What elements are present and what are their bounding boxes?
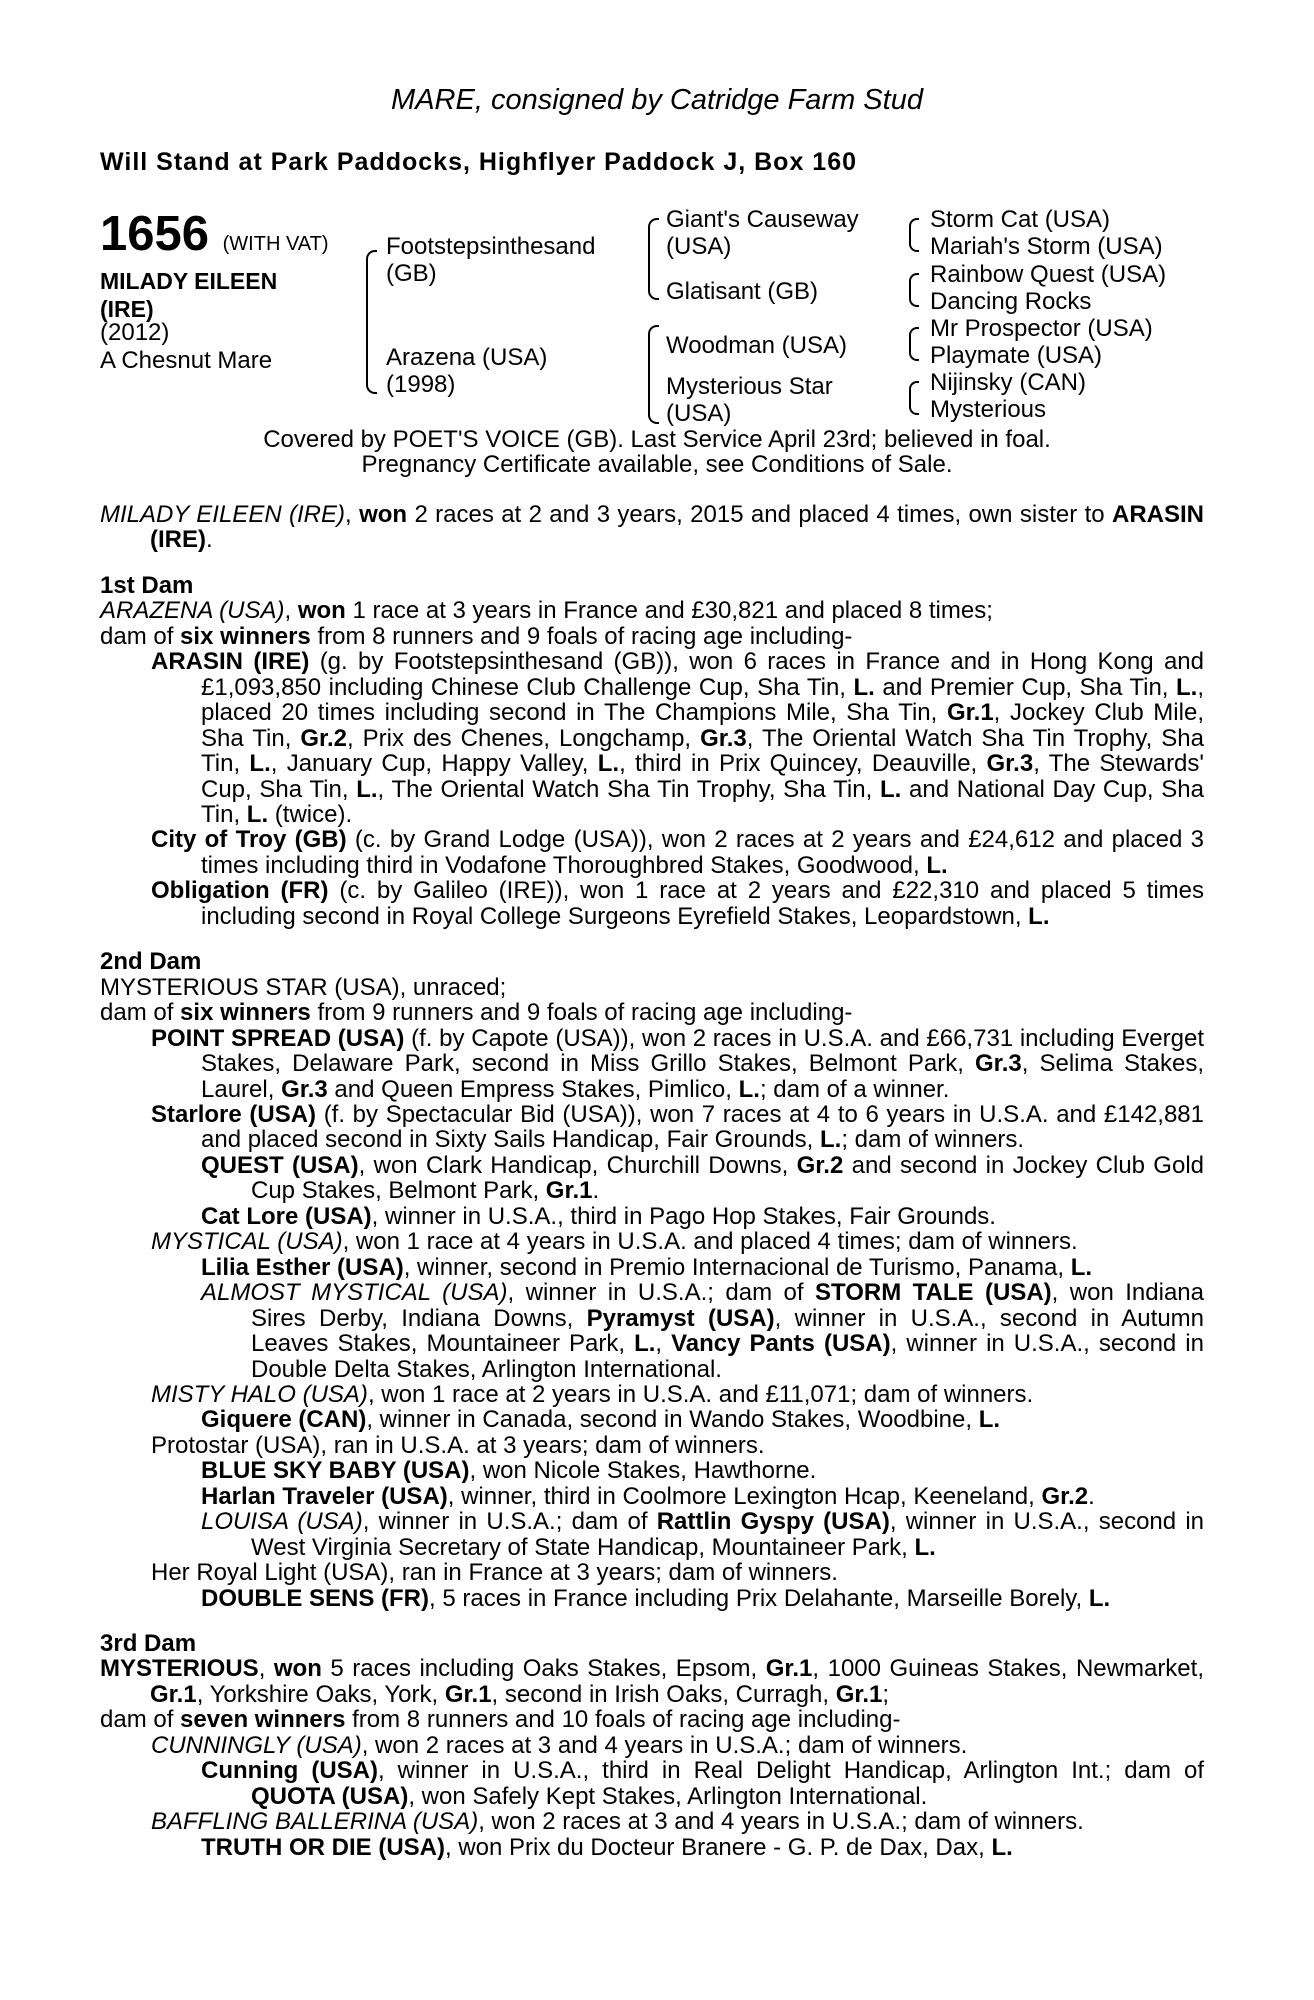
pedigree-ssd: Mariah's Storm (USA) bbox=[930, 233, 1163, 260]
entry-blue-sky-baby: BLUE SKY BABY (USA), won Nicole Stakes, Hawthorne. bbox=[201, 1457, 817, 1485]
pedigree-sire-sire bbox=[666, 206, 859, 260]
pedigree-dam-dam bbox=[666, 373, 833, 427]
first-dam-line: ARAZENA (USA), won 1 race at 3 years in France and £30,821 and placed 8 times; bbox=[100, 597, 993, 625]
entry-giquere: Giquere (CAN), winner in Canada, second in Wando Stakes, Woodbine, L. bbox=[201, 1406, 1001, 1434]
sire-sire-line2: (USA) bbox=[666, 233, 732, 260]
vat-label: (WITH VAT) bbox=[222, 233, 329, 255]
lot-number-block bbox=[100, 208, 329, 270]
pedigree-gen3-c bbox=[930, 315, 1153, 369]
intro-paragraph: MILADY EILEEN (IRE), won 2 races at 2 and 3 years, 2015 and placed 4 times, own sister to ARASIN (IRE). bbox=[100, 501, 1205, 554]
pedigree-sire bbox=[386, 233, 595, 287]
second-dam-heading: 2nd Dam bbox=[100, 948, 202, 976]
sire-sire-line1: Giant's Causeway bbox=[666, 206, 859, 233]
sire-line2: (GB) bbox=[386, 260, 437, 287]
entry-arasin: ARASIN (IRE) (g. by Footstepsinthesand (GB)), won 6 races in France and in Hong Kong and £1,093,850 including Chinese Club Challenge Cup, Sha Tin, L. and Premier Cup, Sha Tin, L., placed 20 times including second in The Champions Mile, Sha Tin, Gr.1, Jockey Club Mile, Sha Tin, Gr.2, Prix des Chenes, Longchamp, Gr.3, The Oriental Watch Sha Tin Trophy, Sha Tin, L., January Cup, Happy Valley, L., third in Prix Quincey, Deauville, Gr.3, The Stewards' Cup, Sha Tin, L., The Oriental Watch Sha Tin Trophy, Sha Tin, L. and National Day Cup, Sha Tin, L. (twice). bbox=[151, 648, 1205, 828]
entry-louisa: LOUISA (USA), winner in U.S.A.; dam of Rattlin Gyspy (USA), winner in U.S.A., second in West Virginia Secretary of State Handicap, Mountaineer Park, L. bbox=[201, 1508, 1205, 1561]
horse-year: (2012) bbox=[100, 319, 170, 346]
dam-line1: Arazena (USA) bbox=[386, 344, 548, 371]
dam-dam-line1: Mysterious Star bbox=[666, 373, 833, 400]
pedigree-sds: Rainbow Quest (USA) bbox=[930, 261, 1167, 288]
horse-name bbox=[100, 267, 277, 323]
second-dam-line: MYSTERIOUS STAR (USA), unraced; bbox=[100, 973, 507, 1001]
second-dam-produce: dam of six winners from 9 runners and 9 foals of racing age including- bbox=[100, 999, 853, 1027]
entry-baffling-ballerina: BAFFLING BALLERINA (USA), won 2 races at 3 and 4 years in U.S.A.; dam of winners. bbox=[151, 1808, 1084, 1836]
dam-line2: (1998) bbox=[386, 371, 456, 398]
pedigree-gen3-d bbox=[930, 369, 1086, 423]
pedigree-brace bbox=[909, 327, 919, 361]
horse-description: A Chesnut Mare bbox=[100, 347, 273, 374]
entry-cunningly: CUNNINGLY (USA), won 2 races at 3 and 4 years in U.S.A.; dam of winners. bbox=[151, 1731, 968, 1759]
pedigree-brace bbox=[648, 218, 659, 300]
entry-her-royal-light: Her Royal Light (USA), ran in France at 3 years; dam of winners. bbox=[151, 1559, 838, 1587]
pedigree-dam-sire: Woodman (USA) bbox=[666, 332, 847, 359]
covered-note bbox=[0, 427, 1314, 477]
entry-starlore: Starlore (USA) (f. by Spectacular Bid (USA)), won 7 races at 4 to 6 years in U.S.A. and £142,881 and placed second in Sixty Sails Handicap, Fair Grounds, L.; dam of winners. bbox=[151, 1100, 1204, 1154]
covered-line1: Covered by POET'S VOICE (GB). Last Service April 23rd; believed in foal. bbox=[263, 426, 1051, 453]
horse-name-line2: (IRE) bbox=[100, 296, 154, 322]
pedigree-brace bbox=[648, 325, 659, 424]
first-dam-heading: 1st Dam bbox=[100, 571, 194, 599]
pedigree-brace bbox=[909, 273, 919, 307]
pedigree-gen3-b bbox=[930, 261, 1166, 315]
sire-line1: Footstepsinthesand bbox=[386, 233, 596, 260]
page-title: MARE, consigned by Catridge Farm Stud bbox=[391, 84, 923, 116]
pedigree-sss: Storm Cat (USA) bbox=[930, 206, 1111, 233]
entry-cat-lore: Cat Lore (USA), winner in U.S.A., third in Pago Hop Stakes, Fair Grounds. bbox=[201, 1202, 996, 1230]
entry-obligation: Obligation (FR) (c. by Galileo (IRE)), won 1 race at 2 years and £22,310 and placed 5 times including second in Royal College Surgeons Eyrefield Stakes, Leopardstown, L. bbox=[151, 877, 1205, 930]
catalogue-body bbox=[100, 502, 1204, 1860]
pedigree-dss: Mr Prospector (USA) bbox=[930, 315, 1153, 342]
first-dam-produce: dam of six winners from 8 runners and 9 foals of racing age including- bbox=[100, 622, 853, 650]
entry-mystical: MYSTICAL (USA), won 1 race at 4 years in U.S.A. and placed 4 times; dam of winners. bbox=[151, 1228, 1078, 1256]
pedigree-brace bbox=[909, 381, 919, 415]
lot-number: 1656 bbox=[100, 207, 210, 261]
pedigree-dsd: Playmate (USA) bbox=[930, 342, 1103, 369]
pedigree-dds: Nijinsky (CAN) bbox=[930, 369, 1086, 396]
entry-protostar: Protostar (USA), ran in U.S.A. at 3 years; dam of winners. bbox=[151, 1431, 765, 1459]
entry-double-sens: DOUBLE SENS (FR), 5 races in France including Prix Delahante, Marseille Borely, L. bbox=[201, 1584, 1111, 1612]
covered-line2: Pregnancy Certificate available, see Conditions of Sale. bbox=[361, 451, 953, 478]
pedigree-brace bbox=[909, 218, 919, 252]
pedigree-sdd: Dancing Rocks bbox=[930, 288, 1092, 315]
third-dam-produce: dam of seven winners from 8 runners and 10 foals of racing age including- bbox=[100, 1706, 901, 1734]
horse-name-line1: MILADY EILEEN bbox=[100, 268, 278, 294]
pedigree-dam bbox=[386, 344, 547, 398]
stand-location: Will Stand at Park Paddocks, Highflyer Paddock J, Box 160 bbox=[100, 148, 857, 176]
pedigree-brace bbox=[366, 250, 377, 394]
entry-point-spread: POINT SPREAD (USA) (f. by Capote (USA)), won 2 races in U.S.A. and £66,731 including Everget Stakes, Delaware Park, second in Miss Grillo Stakes, Belmont Park, Gr.3, Selima Stakes, Laurel, Gr.3 and Queen Empress Stakes, Pimlico, L.; dam of a winner. bbox=[151, 1024, 1205, 1103]
horse-info bbox=[100, 319, 272, 375]
entry-quest: QUEST (USA), won Clark Handicap, Churchill Downs, Gr.2 and second in Jockey Club Gold Cup Stakes, Belmont Park, Gr.1. bbox=[201, 1151, 1205, 1205]
entry-harlan-traveler: Harlan Traveler (USA), winner, third in Coolmore Lexington Hcap, Keeneland, Gr.2. bbox=[201, 1482, 1095, 1510]
entry-cunning: Cunning (USA), winner in U.S.A., third in Real Delight Handicap, Arlington Int.; dam of QUOTA (USA), won Safely Kept Stakes, Arlington International. bbox=[201, 1757, 1204, 1810]
dam-dam-line2: (USA) bbox=[666, 400, 732, 427]
pedigree-ddd: Mysterious bbox=[930, 396, 1047, 423]
entry-city-of-troy: City of Troy (GB) (c. by Grand Lodge (USA)), won 2 races at 2 years and £24,612 and placed 3 times including third in Vodafone Thoroughbred Stakes, Goodwood, L. bbox=[151, 826, 1204, 879]
entry-truth-or-die: TRUTH OR DIE (USA), won Prix du Docteur Branere - G. P. de Dax, Dax, L. bbox=[201, 1833, 1013, 1861]
entry-almost-mystical: ALMOST MYSTICAL (USA), winner in U.S.A.; dam of STORM TALE (USA), won Indiana Sires Derby, Indiana Downs, Pyramyst (USA), winner in U.S.A., second in Autumn Leaves Stakes, Mountaineer Park, L., Vancy Pants (USA), winner in U.S.A., second in Double Delta Stakes, Arlington International. bbox=[201, 1279, 1205, 1383]
pedigree-gen3-a bbox=[930, 206, 1163, 260]
entry-misty-halo: MISTY HALO (USA), won 1 race at 2 years in U.S.A. and £11,071; dam of winners. bbox=[151, 1380, 1034, 1408]
pedigree-sire-dam: Glatisant (GB) bbox=[666, 278, 819, 305]
third-dam-line: MYSTERIOUS, won 5 races including Oaks Stakes, Epsom, Gr.1, 1000 Guineas Stakes, Newmarket, Gr.1, Yorkshire Oaks, York, Gr.1, second in Irish Oaks, Curragh, Gr.1; bbox=[100, 1655, 1204, 1708]
entry-lilia-esther: Lilia Esther (USA), winner, second in Premio Internacional de Turismo, Panama, L. bbox=[201, 1253, 1093, 1281]
third-dam-heading: 3rd Dam bbox=[100, 1630, 197, 1658]
